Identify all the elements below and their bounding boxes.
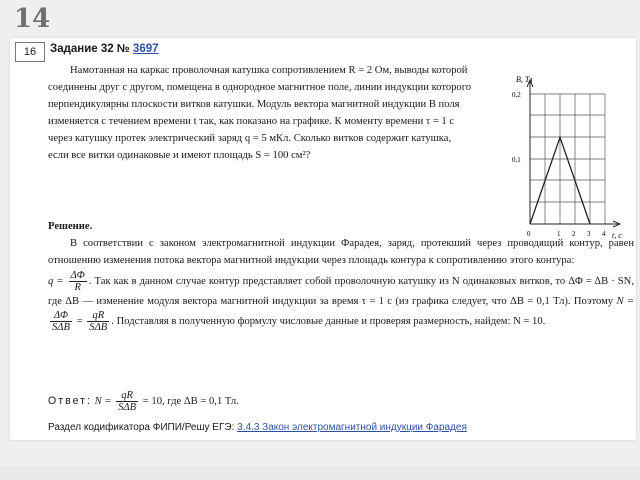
task-title	[50, 43, 159, 55]
induction-graph	[500, 72, 630, 242]
codifier-link[interactable]: 3.4.3 Закон электромагнитной индукции Фарадея	[237, 422, 467, 433]
task-id-link[interactable]: 3697	[132, 43, 159, 55]
solution-text: . Подставляя в полученную формулу числовые данные и проверяя размерность, найдем: N = 10.	[111, 315, 546, 327]
task-number-badge: 16	[15, 42, 45, 62]
problem-line: соединены друг с другом, помещена в однородное магнитное поле, линии индукции которого	[48, 82, 472, 93]
problem-line: изменяется с течением времени t так, как показано на графике. К моменту времени τ = 1 с	[48, 116, 455, 127]
solution-paragraph-1: В соответствии с законом электромагнитной индукции Фарадея, заряд, протекший через проводящий контур, равен отношению изменения потока вектора магнитной индукции через площадь контура к сопротивлению этого контура:	[48, 238, 634, 267]
task-title-prefix: Задание 32 №	[50, 43, 130, 55]
answer-label: Ответ:	[48, 394, 92, 407]
y-tick-label: 0,2	[512, 91, 521, 99]
fraction-numerator: qR	[87, 310, 109, 322]
fraction-numerator: ΔΦ	[50, 310, 72, 322]
answer-fraction	[116, 390, 138, 413]
fraction-numerator: qR	[116, 390, 138, 402]
slide-number: 14	[14, 4, 51, 34]
fraction-denominator: SΔB	[52, 321, 70, 333]
answer-line	[48, 390, 634, 413]
fraction-denominator: SΔB	[118, 402, 137, 413]
fraction-qr-sdb	[87, 310, 109, 333]
problem-text	[48, 62, 496, 164]
x-tick-label: 2	[572, 230, 576, 238]
y-axis-label: В, Тл	[516, 75, 533, 84]
fraction-denominator: SΔB	[89, 321, 108, 333]
y-tick-label: 0,1	[512, 156, 521, 164]
solution-paragraph-2	[48, 270, 634, 333]
answer-formula-n: N =	[94, 395, 112, 407]
formula-q: q =	[48, 275, 64, 287]
problem-line: через катушку протек электрический заряд q = 5 мКл. Сколько витков содержит катушка,	[48, 133, 452, 144]
task-card	[10, 38, 636, 440]
solution-block	[48, 218, 634, 333]
equals-sign: =	[76, 315, 83, 327]
x-tick-label: 0	[527, 230, 531, 238]
codifier-prefix: Раздел кодификатора ФИПИ/Решу ЕГЭ:	[48, 422, 235, 433]
fraction-numerator: ΔΦ	[70, 269, 85, 281]
solution-text: . Так как в данном случае контур представляет собой проволочную катушку из N одинаковых витков, то ΔΦ = ΔB · SN, где ΔB — изменение модуля вектора магнитной индукции за время τ = 1 с (из графика следует, что ΔB = 0,1 Тл). Поэтому	[48, 275, 634, 307]
answer-value: = 10, где ΔB = 0,1 Тл.	[142, 395, 239, 407]
formula-n: N =	[616, 295, 634, 307]
fraction-dphi-sdb	[50, 310, 72, 333]
problem-line: перпендикулярны плоскости витков катушки. Модуль вектора магнитной индукции В поля	[48, 99, 460, 110]
fraction-denominator: R	[74, 281, 81, 293]
x-tick-label: 1	[557, 230, 561, 238]
problem-line: Намотанная на каркас проволочная катушка сопротивлением R = 2 Ом, выводы которой	[70, 65, 468, 76]
fraction-dphi-r	[69, 270, 87, 293]
x-axis-label: t, с	[612, 231, 622, 240]
x-tick-label: 4	[602, 230, 606, 238]
x-tick-label: 3	[587, 230, 591, 238]
graph-axes	[527, 80, 620, 227]
codifier-footer	[48, 422, 467, 433]
problem-line: если все витки одинаковые и имеют площадь S = 100 см²?	[48, 150, 311, 161]
solution-title: Решение.	[48, 221, 93, 232]
slide-bottom-band	[0, 466, 640, 480]
